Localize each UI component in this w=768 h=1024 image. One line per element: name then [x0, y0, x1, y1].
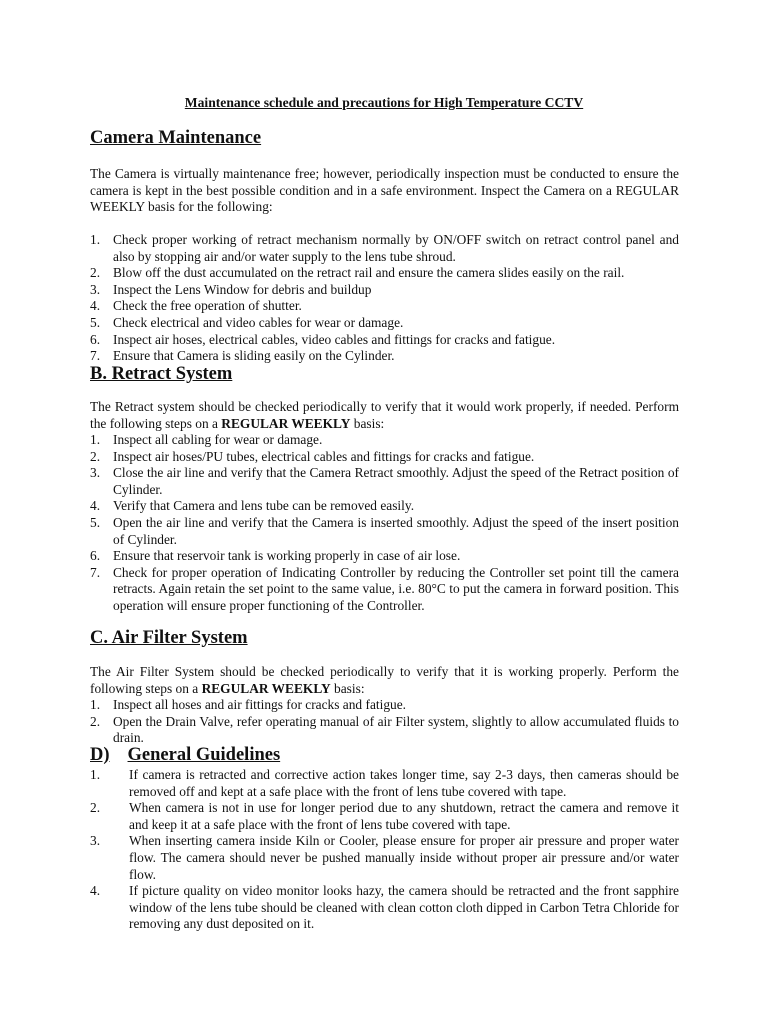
list-item — [90, 465, 679, 498]
list-item — [90, 714, 679, 747]
list-item-number: 6. — [90, 331, 101, 347]
list-item-text: When camera is not in use for longer period due to any shutdown, retract the camera and remove it and keep it at a safe place with the front of lens tube covered with tape. — [129, 800, 679, 832]
list-item-text: Open the air line and verify that the Camera is inserted smoothly. Adjust the speed of the insert position of Cylinder. — [113, 514, 679, 547]
intro-text: The Retract system should be checked periodically to verify that it would work properly, if needed. Perform the following steps on a — [90, 399, 679, 431]
list-item-text: Check proper working of retract mechanism normally by ON/OFF switch on retract control panel and also by stopping air and/or water supply to the lens tube shroud. — [113, 232, 679, 264]
list-item — [90, 498, 679, 515]
list-item-text: If camera is retracted and corrective action takes longer time, say 2-3 days, then cameras should be removed off and kept at a safe place with the front of lens tube covered with tape. — [129, 767, 679, 799]
list-item-text: Blow off the dust accumulated on the retract rail and ensure the camera slides easily on the rail. — [113, 265, 625, 281]
list-item-number: 3. — [90, 281, 101, 297]
list-item-text: When inserting camera inside Kiln or Cooler, please ensure for proper air pressure and proper water flow. The camera should never be pushed manually inside without proper air pressure and/or water flow. — [129, 833, 679, 882]
list-item-text: Close the air line and verify that the Camera Retract smoothly. Adjust the speed of the Retract position of Cylinder. — [113, 465, 679, 497]
section-b-intro — [90, 399, 679, 432]
section-c-intro — [90, 664, 679, 697]
list-item — [90, 449, 679, 466]
list-item-text: Inspect air hoses/PU tubes, electrical cables and fittings for cracks and fatigue. — [113, 448, 535, 464]
list-item-number: 1. — [90, 697, 101, 712]
list-item — [90, 833, 679, 883]
list-item-number: 2. — [90, 265, 101, 281]
section-d-title: General Guidelines — [127, 745, 281, 765]
section-d-list — [90, 767, 679, 933]
list-item-number: 1. — [90, 432, 101, 447]
section-a-list — [90, 232, 679, 365]
list-item-text: Inspect all hoses and air fittings for cracks and fatigue. — [113, 697, 407, 712]
list-item — [90, 282, 679, 299]
list-item-number: 2. — [90, 800, 101, 816]
list-item — [90, 315, 679, 332]
list-item-number: 1. — [90, 232, 101, 247]
list-item-text: If picture quality on video monitor looks hazy, the camera should be retracted and the front sapphire window of the lens tube should be cleaned with clean cotton cloth dipped in Carbon Tetra Chloride for removing any dust deposited on it. — [129, 883, 679, 932]
intro-emphasis: REGULAR WEEKLY — [221, 415, 351, 431]
list-item-text: Verify that Camera and lens tube can be removed easily. — [113, 498, 415, 514]
list-item-text: Open the Drain Valve, refer operating manual of air Filter system, slightly to allow accumulated fluids to drain. — [113, 713, 679, 746]
section-a-intro: The Camera is virtually maintenance free; however, periodically inspection must be conducted to ensure the camera is kept in the best possible condition and in a safe environment. Inspect the Camera on a REGULAR WEEKLY basis for the following: — [90, 166, 679, 215]
section-b-heading: B. Retract System — [90, 364, 233, 384]
list-item — [90, 548, 679, 565]
intro-emphasis: REGULAR WEEKLY — [201, 680, 331, 696]
intro-text-end: basis: — [330, 680, 365, 696]
list-item-number: 4. — [90, 498, 101, 514]
list-item-text: Inspect air hoses, electrical cables, video cables and fittings for cracks and fatigue. — [113, 331, 556, 347]
list-item-number: 2. — [90, 713, 101, 729]
intro-text-end: basis: — [350, 415, 385, 431]
list-item-text: Check the free operation of shutter. — [113, 298, 302, 314]
list-item — [90, 265, 679, 282]
section-d-prefix: D) — [90, 745, 110, 765]
list-item — [90, 565, 679, 615]
list-item-number: 5. — [90, 514, 101, 530]
list-item — [90, 883, 679, 933]
list-item-number: 5. — [90, 314, 101, 330]
list-item-text: Check electrical and video cables for wear or damage. — [113, 314, 404, 330]
list-item — [90, 697, 679, 714]
list-item-text: Inspect the Lens Window for debris and buildup — [113, 281, 372, 297]
list-item-text: Check for proper operation of Indicating Controller by reducing the Controller set point till the camera retracts. Again retain the set point to the same value, i.e. 80°C to put the camera in forward position. This operation will ensure proper functioning of the Controller. — [113, 564, 679, 613]
document-title: Maintenance schedule and precautions for High Temperature CCTV — [184, 95, 584, 110]
list-item — [90, 432, 679, 449]
list-item-text: Inspect all cabling for wear or damage. — [113, 432, 323, 447]
list-item-number: 1. — [90, 767, 101, 782]
list-item — [90, 298, 679, 315]
list-item-text: Ensure that Camera is sliding easily on the Cylinder. — [113, 348, 395, 364]
list-item-number: 7. — [90, 564, 101, 580]
list-item-text: Ensure that reservoir tank is working properly in case of air lose. — [113, 548, 461, 564]
section-c-list — [90, 697, 679, 747]
list-item-number: 2. — [90, 448, 101, 464]
list-item-number: 4. — [90, 883, 101, 899]
list-item — [90, 800, 679, 833]
list-item-number: 6. — [90, 548, 101, 564]
section-c-heading: C. Air Filter System — [90, 628, 248, 648]
intro-text: The Air Filter System should be checked periodically to verify that it is working properly. Perform the following steps on a — [90, 664, 679, 696]
list-item-number: 4. — [90, 298, 101, 314]
list-item — [90, 332, 679, 349]
list-item-number: 3. — [90, 465, 101, 481]
section-d-heading — [90, 744, 280, 766]
list-item-number: 3. — [90, 833, 101, 849]
list-item-number: 7. — [90, 348, 101, 364]
section-b-list — [90, 432, 679, 615]
list-item — [90, 767, 679, 800]
section-a-heading: Camera Maintenance — [90, 128, 262, 148]
list-item — [90, 232, 679, 265]
list-item — [90, 515, 679, 548]
